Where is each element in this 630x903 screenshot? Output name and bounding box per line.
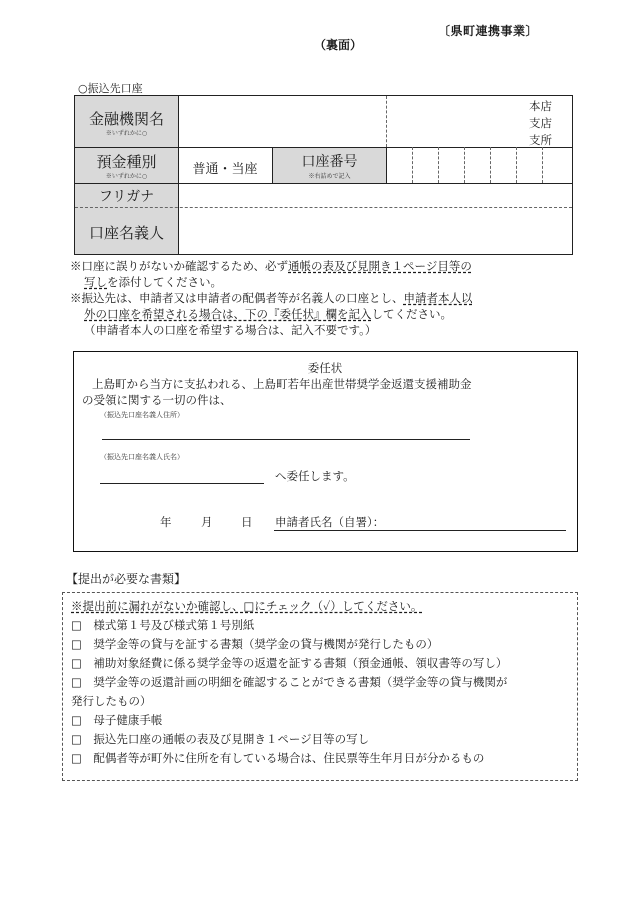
date-year: 年	[160, 515, 172, 529]
delegate-name-field[interactable]	[100, 483, 264, 484]
program-tag: 〔県町連携事業〕	[438, 24, 539, 38]
delegate-text: へ委任します。	[275, 469, 355, 483]
bank-note: ※いずれかに○	[105, 130, 148, 137]
deposit-type-note: ※いずれかに○	[105, 173, 148, 180]
documents-title: 【提出が必要な書類】	[66, 572, 187, 586]
account-section-title: ○振込先口座	[78, 82, 143, 95]
holder-label: 口座名義人	[88, 224, 164, 242]
checklist-item-5[interactable]: □ 母子健康手帳	[71, 713, 163, 727]
branch-name-field[interactable]	[387, 97, 537, 146]
date-month: 月	[201, 515, 213, 529]
holder-name-field[interactable]	[179, 208, 572, 254]
delegation-body-2: の受領に関する一切の件は、	[82, 393, 232, 407]
delegation-box	[73, 351, 578, 552]
checklist-item-1[interactable]: □ 様式第１号及び様式第１号別紙	[71, 618, 255, 632]
checklist-item-4-cont: 発行したもの）	[71, 694, 152, 708]
documents-checklist	[62, 592, 578, 781]
page-side-label: （裏面）	[314, 38, 363, 52]
applicant-signature-label: 申請者氏名（自署）：	[275, 515, 385, 529]
note-3: （申請者本人の口座を希望する場合は、記入不要です。）	[84, 323, 377, 337]
account-notes	[70, 258, 590, 338]
address-field[interactable]	[102, 439, 470, 440]
account-number-label: 口座番号	[301, 154, 358, 170]
checklist-item-4[interactable]: □ 奨学金等の返還計画の明細を確認することができる書類（奨学金等の貸与機関が	[71, 675, 508, 689]
deposit-type-value[interactable]: 普通・当座	[192, 162, 258, 177]
checklist-item-2[interactable]: □ 奨学金等の貸与を証する書類（奨学金の貸与機関が発行したもの）	[71, 637, 439, 651]
branch-options	[529, 98, 552, 149]
checklist-item-6[interactable]: □ 振込先口座の通帳の表及び見開き１ページ目等の写し	[71, 732, 370, 746]
date-day: 日	[241, 515, 253, 529]
delegation-body-1: 上島町から当方に支払われる、上島町若年出産世帯奨学金返還支援補助金	[92, 377, 472, 391]
branch-option-shisho: 支所	[529, 133, 552, 147]
bank-label: 金融機関名	[88, 110, 164, 128]
account-number-field[interactable]	[387, 148, 572, 183]
note-1-cont: 写しを添付してください。	[84, 275, 222, 289]
account-table	[74, 95, 573, 255]
name-label: （振込先口座名義人氏名）	[100, 453, 184, 461]
bank-name-field[interactable]	[179, 97, 385, 146]
branch-option-shiten: 支店	[529, 116, 552, 130]
furigana-label: フリガナ	[98, 189, 155, 205]
checklist-item-7[interactable]: □ 配偶者等が町外に住所を有している場合は、住民票等生年月日が分かるもの	[71, 751, 485, 765]
account-number-note: ※右詰めで記入	[308, 173, 351, 180]
branch-option-honten: 本店	[529, 99, 552, 113]
deposit-type-label: 預金種別	[96, 153, 157, 171]
address-label: （振込先口座名義人住所）	[100, 411, 184, 419]
furigana-field[interactable]	[179, 184, 572, 207]
note-1: ※口座に誤りがないか確認するため、必ず通帳の表及び見開き１ページ目等の	[70, 259, 472, 273]
documents-instruction: ※提出前に漏れがないか確認し、□にチェック（✓）してください。	[71, 599, 423, 613]
note-2: ※振込先は、申請者又は申請者の配偶者等が名義人の口座とし、申請者本人以	[70, 291, 473, 305]
applicant-signature-field[interactable]	[274, 530, 566, 531]
checklist-item-3[interactable]: □ 補助対象経費に係る奨学金等の返還を証する書類（預金通帳、領収書等の写し）	[71, 656, 508, 670]
delegation-title: 委任状	[307, 361, 343, 375]
note-2-cont: 外の口座を希望される場合は、下の『委任状』欄を記入してください。	[84, 307, 452, 321]
